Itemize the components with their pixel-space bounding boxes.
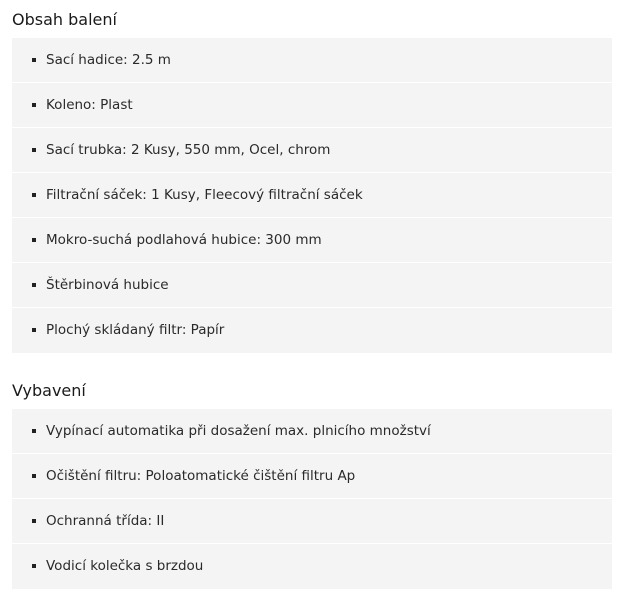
list-item-text: Koleno: Plast xyxy=(46,97,133,113)
equipment-section xyxy=(12,381,612,589)
bullet-icon xyxy=(32,238,36,242)
list-item-text: Sací trubka: 2 Kusy, 550 mm, Ocel, chrom xyxy=(46,142,331,158)
package-contents-section xyxy=(12,10,612,353)
bullet-icon xyxy=(32,193,36,197)
list-item-text: Štěrbinová hubice xyxy=(46,277,169,293)
bullet-icon xyxy=(32,283,36,287)
list-item xyxy=(12,173,612,218)
list-item xyxy=(12,218,612,263)
list-item xyxy=(12,263,612,308)
list-item xyxy=(12,499,612,544)
list-item xyxy=(12,38,612,83)
bullet-icon xyxy=(32,58,36,62)
list-item-text: Sací hadice: 2.5 m xyxy=(46,52,171,68)
bullet-icon xyxy=(32,103,36,107)
list-item-text: Ochranná třída: II xyxy=(46,513,165,529)
list-item-text: Vypínací automatika při dosažení max. plnicího množství xyxy=(46,423,431,439)
list-item xyxy=(12,308,612,353)
equipment-list xyxy=(12,409,612,589)
bullet-icon xyxy=(32,429,36,433)
list-item-text: Filtrační sáček: 1 Kusy, Fleecový filtrační sáček xyxy=(46,187,363,203)
list-item xyxy=(12,454,612,499)
list-item xyxy=(12,83,612,128)
list-item-text: Mokro-suchá podlahová hubice: 300 mm xyxy=(46,232,322,248)
package-contents-list xyxy=(12,38,612,353)
bullet-icon xyxy=(32,148,36,152)
list-item xyxy=(12,409,612,454)
bullet-icon xyxy=(32,328,36,332)
section-title: Obsah balení xyxy=(12,10,117,29)
bullet-icon xyxy=(32,519,36,523)
section-title: Vybavení xyxy=(12,381,86,400)
list-item xyxy=(12,544,612,589)
list-item-text: Vodicí kolečka s brzdou xyxy=(46,558,204,574)
list-item-text: Plochý skládaný filtr: Papír xyxy=(46,322,225,338)
bullet-icon xyxy=(32,474,36,478)
list-item-text: Očištění filtru: Poloatomatické čištění filtru Ap xyxy=(46,468,356,484)
list-item xyxy=(12,128,612,173)
bullet-icon xyxy=(32,564,36,568)
